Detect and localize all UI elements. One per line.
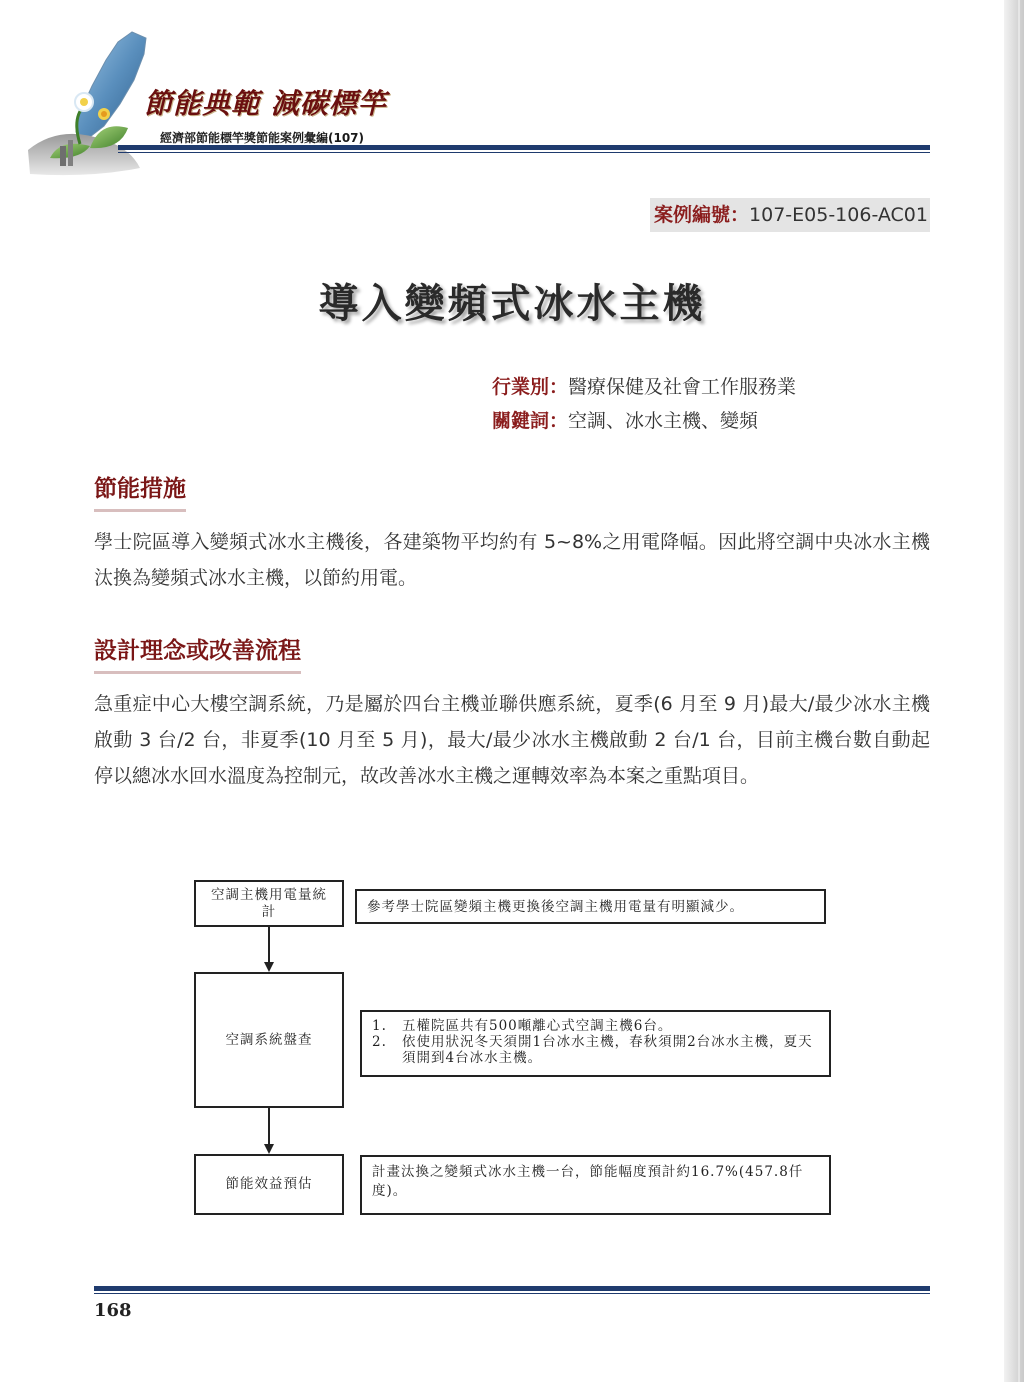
footer-divider [94,1286,930,1291]
flow-step-label: 空調系統盤查 [225,1031,313,1048]
flow-step-savings-estimate [194,1154,344,1215]
page-number: 168 [94,1300,132,1321]
case-number-label: 案例編號： [654,204,750,226]
section-heading-measures: 節能措施 [94,470,186,512]
flow-note-system-audit [360,1010,831,1077]
flow-note-item-text: 依使用狀況冬天須開1台冰水主機，春秋須開2台冰水主機，夏天須開到4台冰水主機。 [402,1034,813,1066]
flow-arrowhead-2 [264,1144,274,1154]
flow-note-item [372,1034,819,1066]
footer-divider-thin [94,1293,930,1294]
flow-note-item-number: 2. [372,1034,387,1050]
flow-note-item-text: 五權院區共有500噸離心式空調主機6台。 [402,1018,673,1034]
flow-note-item-number: 1. [372,1018,387,1034]
header-title: 節能典範 減碳標竿 [144,87,387,120]
flow-step-label: 空調主機用電量統計 [211,886,327,920]
industry-value: 醫療保健及社會工作服務業 [568,376,797,398]
keywords-value: 空調、冰水主機、變頻 [568,410,759,432]
section-heading-design: 設計理念或改善流程 [94,632,301,674]
page-title: 導入變頻式冰水主機 [318,281,706,327]
flow-arrowhead-1 [264,962,274,972]
keywords-line [492,406,758,433]
flow-note-text: 參考學士院區變頻主機更換後空調主機用電量有明顯減少。 [367,899,744,915]
case-number-badge [650,198,930,232]
header-divider-thin [118,152,930,153]
case-number-value: 107-E05-106-AC01 [749,204,928,226]
flow-note-electricity-stats [355,889,826,924]
industry-line [492,372,796,399]
flow-note-text: 計畫汰換之變頻式冰水主機一台，節能幅度預計約16.7%(457.8仟度)。 [372,1164,804,1199]
flow-step-system-audit [194,972,344,1108]
page-edge-line [1018,0,1020,1382]
section-body-measures: 學士院區導入變頻式冰水主機後，各建築物平均約有 5~8%之用電降幅。因此將空調中央冰水主機汰換為變頻式冰水主機，以節約用電。 [94,531,930,589]
page-edge-shadow [1004,0,1024,1382]
flow-step-electricity-stats [194,880,344,927]
header-divider [118,145,930,150]
section-body-design: 急重症中心大樓空調系統，乃是屬於四台主機並聯供應系統，夏季(6 月至 9 月)最大/最少冰水主機啟動 3 台/2 台，非夏季(10 月至 5 月)，最大/最少冰水主機啟動 2 台/1 台，目前主機台數自動起停以總冰水回水溫度為控制元，故改善冰水主機之運轉效率為本案之重點項目。 [94,693,930,787]
industry-label: 行業別： [492,376,569,398]
flow-note-savings-estimate [360,1155,831,1215]
header-subtitle: 經濟部節能標竿獎節能案例彙編(107) [160,131,365,145]
flow-note-item [372,1018,819,1034]
flow-step-label: 節能效益預估 [225,1176,313,1192]
flow-note-list [372,1018,819,1066]
keywords-label: 關鍵詞： [492,410,569,432]
